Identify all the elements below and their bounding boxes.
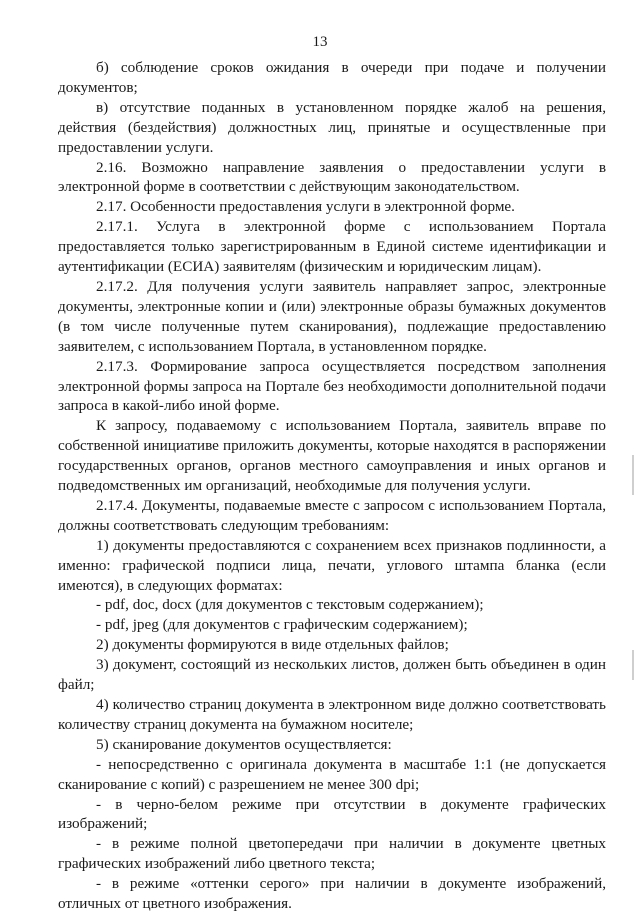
paragraph: - pdf, doc, docx (для документов с текстовым содержанием);: [96, 596, 484, 614]
paragraph: 2.17.4. Документы, подаваемые вместе с запросом с использованием Портала, должны соответствовать следующим требованиям:: [58, 496, 606, 534]
scan-margin-mark: [632, 650, 634, 680]
paragraph: - в режиме полной цветопередачи при наличии в документе цветных графических изображений либо цветного текста;: [58, 835, 606, 873]
paragraph: - pdf, jpeg (для документов с графическим содержанием);: [96, 616, 468, 634]
paragraph: - в черно-белом режиме при отсутствии в документе графических изображений;: [58, 795, 606, 833]
paragraph: 2.17. Особенности предоставления услуги в электронной форме.: [96, 198, 515, 216]
paragraph: 2.16. Возможно направление заявления о предоставлении услуги в электронной форме в соответствии с действующим законодательством.: [58, 158, 606, 196]
paragraph: 2.17.3. Формирование запроса осуществляется посредством заполнения электронной формы запроса на Портале без необходимости дополнительной подачи запроса в какой-либо иной форме.: [58, 357, 606, 415]
scan-margin-mark: [632, 455, 634, 495]
paragraph: К запросу, подаваемому с использованием Портала, заявитель вправе по собственной инициативе приложить документы, которые находятся в распоряжении государственных органов, органов местного самоуправления и иных органов и подведомственных им организаций, необходимые для получения услуги.: [58, 417, 606, 495]
paragraph: 2) документы формируются в виде отдельных файлов;: [96, 636, 449, 654]
page-number: 13: [312, 34, 328, 50]
paragraph: 3) документ, состоящий из нескольких листов, должен быть объединен в один файл;: [58, 656, 606, 694]
paragraph: 2.17.1. Услуга в электронной форме с использованием Портала предоставляется только зарегистрированным в Единой системе идентификации и аутентификации (ЕСИА) заявителям (физическим и юридическим лицам).: [58, 218, 606, 276]
paragraph: 4) количество страниц документа в электронном виде должно соответствовать количеству страниц документа на бумажном носителе;: [58, 696, 606, 733]
paragraph: 1) документы предоставляются с сохранением всех признаков подлинности, а именно: графической подписи лица, печати, углового штампа бланка (если имеются), в следующих форматах:: [58, 536, 606, 594]
paragraph: - непосредственно с оригинала документа в масштабе 1:1 (не допускается сканирование с копий) с разрешением не менее 300 dpi;: [58, 755, 606, 793]
paragraph: в) отсутствие поданных в установленном порядке жалоб на решения, действия (бездействия) должностных лиц, принятые и осуществленные при предоставлении услуги.: [58, 98, 606, 156]
paragraph: б) соблюдение сроков ожидания в очереди при подаче и получении документов;: [58, 59, 606, 96]
document-body: [58, 58, 606, 914]
paragraph: - в режиме «оттенки серого» при наличии в документе изображений, отличных от цветного изображения.: [58, 875, 606, 913]
paragraph: 5) сканирование документов осуществляется:: [96, 735, 392, 753]
paragraph: 2.17.2. Для получения услуги заявитель направляет запрос, электронные документы, электронные копии и (или) электронные образы бумажных документов (в том числе полученные путем сканирования), подлежащие предоставлению заявителем, с использованием Портала, в установленном порядке.: [58, 277, 606, 355]
